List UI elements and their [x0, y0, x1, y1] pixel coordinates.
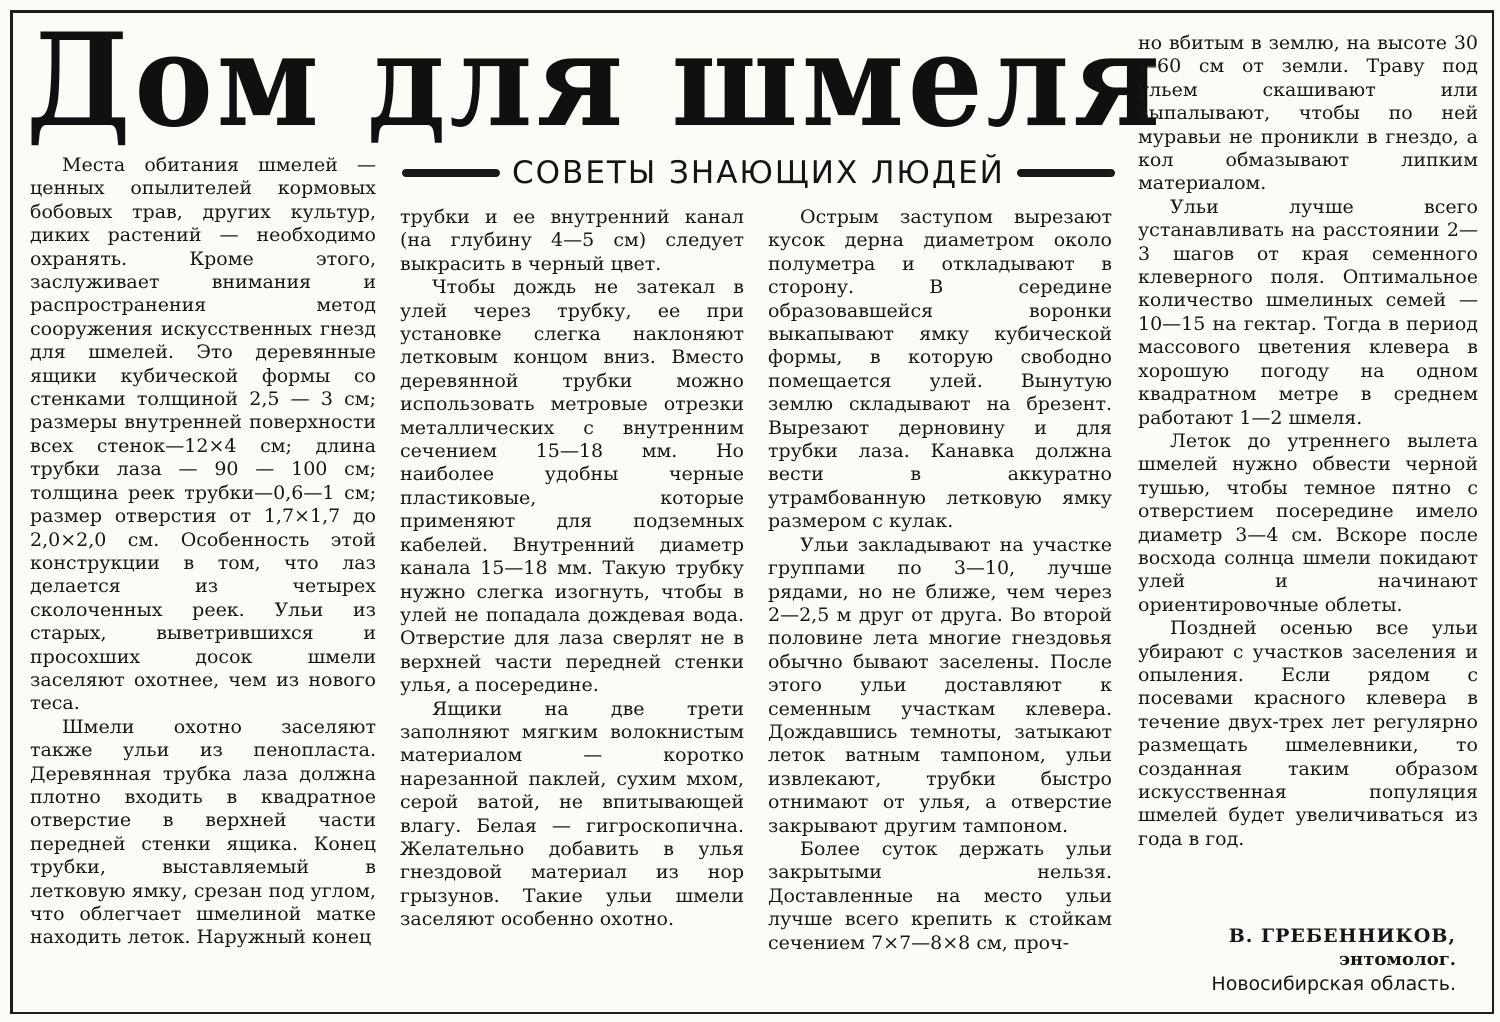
section-subheading [402, 152, 1142, 194]
border-bottom-rule [10, 1012, 1492, 1014]
subheading-rule-right [1017, 169, 1115, 177]
column-4-paragraph-4: Поздней осенью все ульи убирают с участков заселения и опыления. Если рядом с посевами красного клевера в течение двух-трех лет регулярно размещать шмелевники, то созданная таким образом искусственная популяция шмелей будет увеличиваться из года в год. [1138, 617, 1478, 850]
article-headline: Дом для шмеля [26, 6, 1164, 156]
column-4-paragraph-1: но вбитым в землю, на высоте 30—60 см от земли. Траву под ульем скашивают или выпалывают, чтобы по ней муравьи не проникли в гнездо, а кол обмазывают липким материалом. [1138, 32, 1478, 195]
border-right-rule [1492, 10, 1494, 1014]
column-1-paragraph-2: Шмели охотно заселяют также ульи из пенопласта. Деревянная трубка лаза должна плотно входить в квадратное отверстие в верхней части передней стенки ящика. Конец трубки, выставляемый в летковую ямку, срезан под углом, что облегчает шмелиной матке находить леток. Наружный конец [30, 715, 376, 949]
column-1-paragraph-1: Места обитания шмелей — ценных опылителей кормовых бобовых трав, других культур, диких растений — необходимо охранять. Кроме этого, заслуживает внимания и распространения метод сооружения искусственных гнезд для шмелей. Это деревянные ящики кубической формы со стенками толщиной 2,5 — 3 см; размеры внутренней поверхности всех стенок—12×4 см; длина трубки лаза — 90 — 100 см; толщина реек трубки—0,6—1 см; размер отверстия от 1,7×1,7 до 2,0×2,0 см. Особенность этой конструкции в том, что лаз делается из четырех сколоченных реек. Ульи из старых, выветрившихся и просохших досок шмели заселяют охотнее, чем из нового теса. [30, 154, 376, 715]
author-location: Новосибирская область. [1211, 973, 1456, 995]
column-2-paragraph-3: Ящики на две трети заполняют мягким волокнистым материалом — коротко нарезанной паклей, сухим мхом, серой ватой, не впитывающей влагу. Белая — гигроскопична. Желательно добавить в улья гнездовой материал из нор грызунов. Такие ульи шмели заселяют особенно охотно. [400, 697, 744, 931]
subheading-rule-left [402, 169, 500, 177]
author-name: В. ГРЕБЕННИКОВ, [1228, 925, 1456, 947]
article-column-3 [768, 206, 1112, 955]
border-left-rule [10, 10, 13, 1014]
column-4-paragraph-3: Леток до утреннего вылета шмелей нужно обвести черной тушью, чтобы темное пятно с отверстием посередине имело диаметр 3—4 см. Вскоре после восхода солнца шмели покидают улей и начинают ориентировочные облеты. [1138, 429, 1478, 616]
column-4-paragraph-2: Ульи лучше всего устанавливать на расстоянии 2—3 шагов от края семенного клеверного поля. Оптимальное количество шмелиных семей — 10—15 на гектар. Тогда в период массового цветения клевера в хорошую погоду на одном квадратном метре в среднем работают 1—2 шмеля. [1138, 195, 1478, 429]
column-2-paragraph-2: Чтобы дождь не затекал в улей через трубку, ее при установке слегка наклоняют летковым концом вниз. Вместо деревянной трубки можно использовать метровые отрезки металлических с внутренним сечением 15—18 мм. Но наиболее удобны черные пластиковые, которые применяют для подземных кабелей. Внутренний диаметр канала 15—18 мм. Такую трубку нужно слегка изогнуть, чтобы в улей не попадала дождевая вода. Отверстие для лаза сверлят не в верхней части передней стенки улья, а посередине. [400, 276, 744, 697]
article-column-4 [1138, 32, 1478, 851]
author-title: энтомолог. [1339, 949, 1456, 970]
subheading-text: СОВЕТЫ ЗНАЮЩИХ ЛЮДЕЙ [512, 155, 1005, 191]
column-3-paragraph-2: Ульи закладывают на участке группами по 3—10, лучше рядами, но не ближе, чем через 2—2,5 м друг от друга. Во второй половине лета многие гнездовья обычно бывают заселены. После этого ульи доставляют к семенным участкам клевера. Дождавшись темноты, затыкают леток ватным тампоном, ульи извлекают, трубки быстро отнимают от улья, а отверстие закрывают другим тампоном. [768, 533, 1112, 837]
column-3-paragraph-3: Более суток держать ульи закрытыми нельзя. Доставленные на место ульи лучше всего крепить к стойкам сечением 7×7—8×8 см, проч- [768, 837, 1112, 954]
column-3-paragraph-1: Острым заступом вырезают кусок дерна диаметром около полуметра и откладывают в сторону. В середине образовавшейся воронки выкапывают ямку кубической формы, в которую свободно помещается улей. Вынутую землю складывают на брезент. Вырезают дерновину и для трубки лаза. Канавка должна вести в аккуратно утрамбованную летковую ямку размером с кулак. [768, 206, 1112, 533]
article-column-1 [30, 154, 376, 950]
column-2-paragraph-1: трубки и ее внутренний канал (на глубину 4—5 см) следует выкрасить в черный цвет. [400, 206, 744, 275]
author-signature [1138, 924, 1456, 996]
article-column-2 [400, 206, 744, 932]
